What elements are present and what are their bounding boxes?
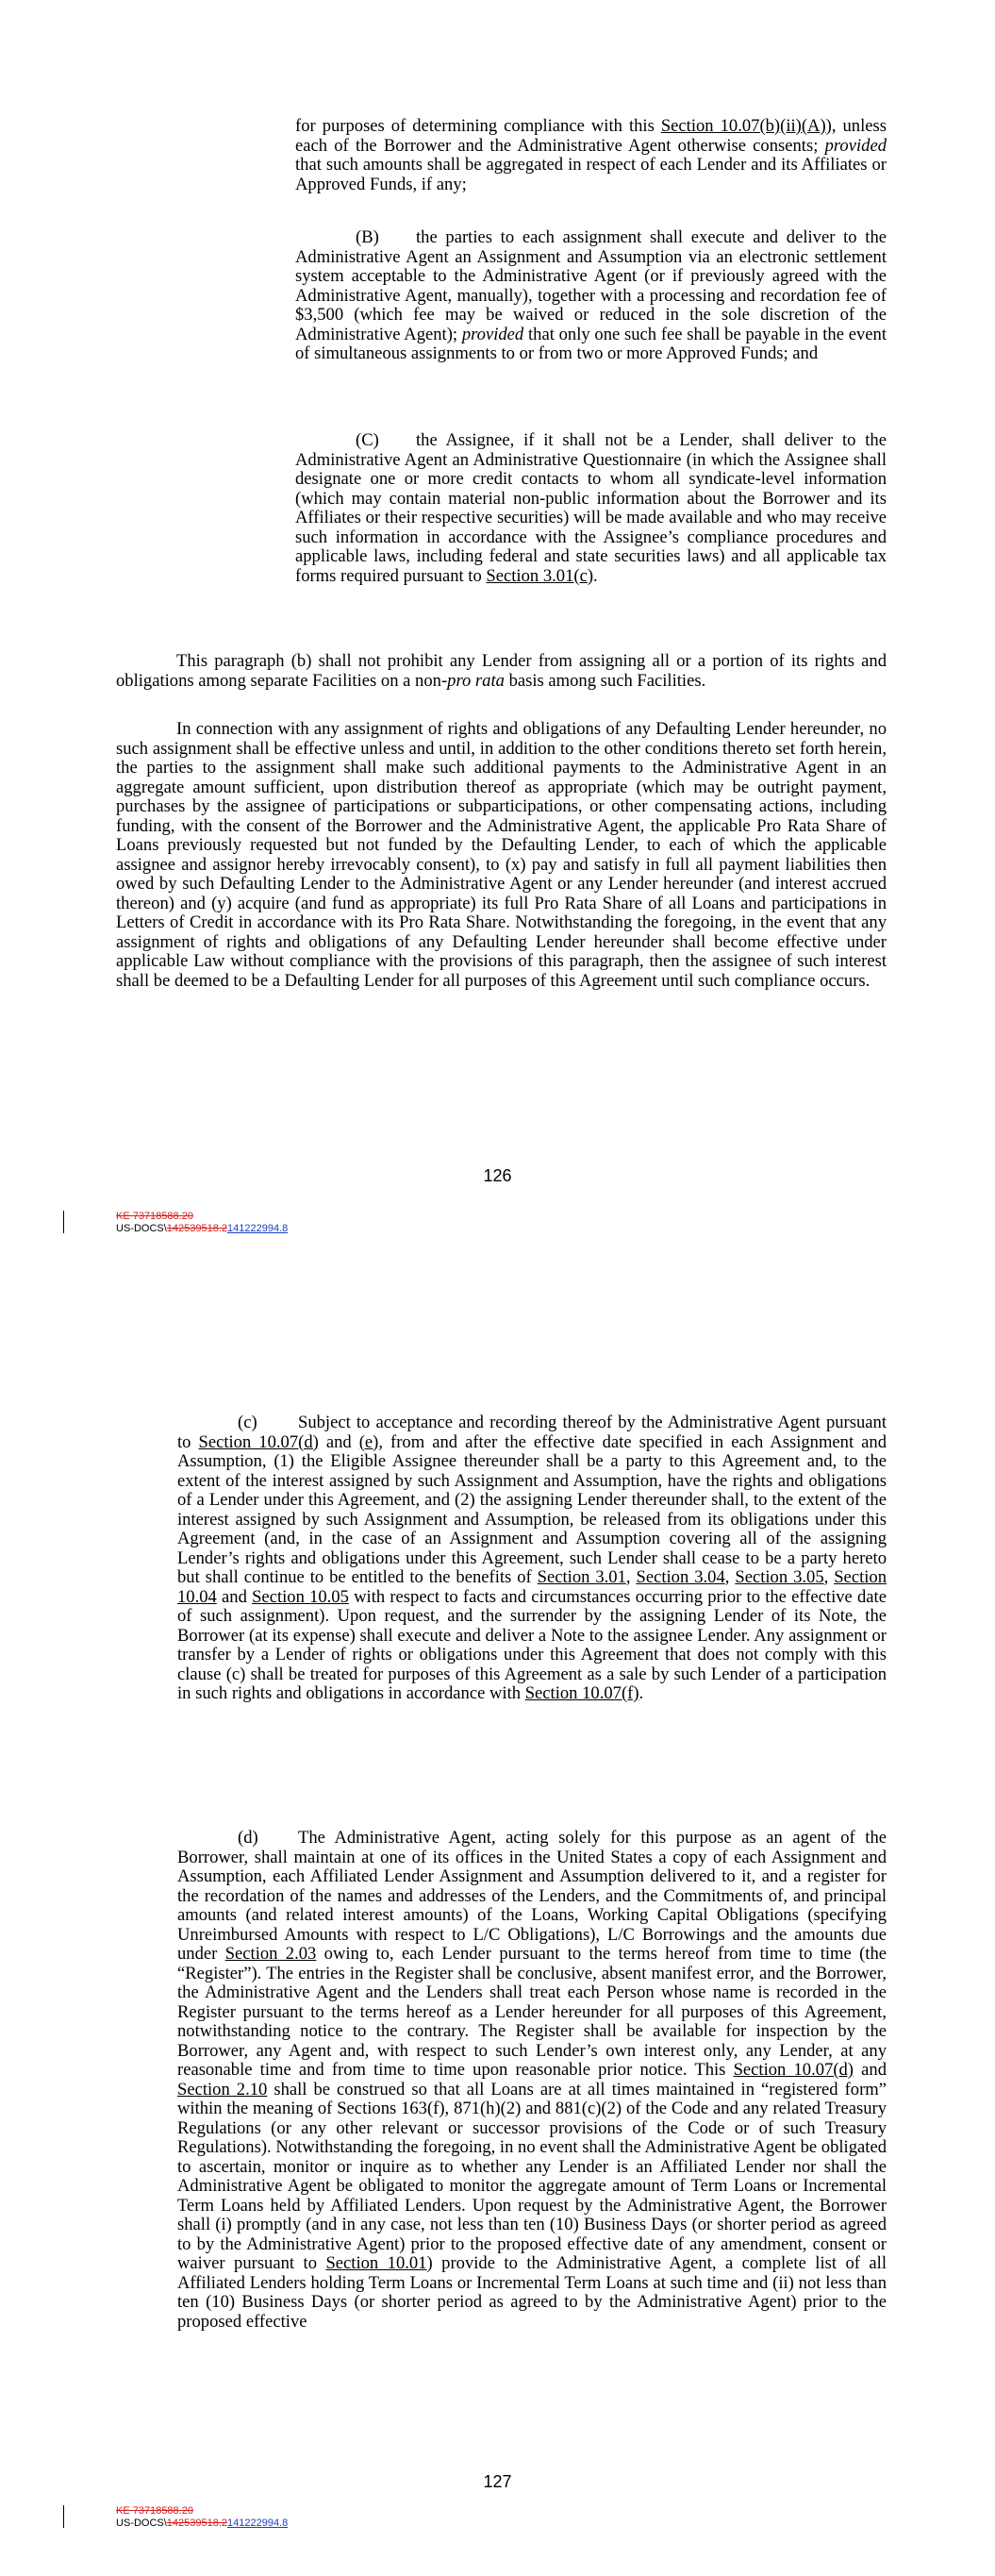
document-id: KE 73718588.20 US-DOCS\142539518.2141222994.8: [116, 1211, 289, 1234]
section-link[interactable]: Section 3.04: [636, 1567, 725, 1587]
defaulting-lender-paragraph: In connection with any assignment of rights and obligations of any Defaulting Lender hereunder, no such assignment shall be effective unless and until, in addition to the other conditions thereto set forth herein, the parties to the assignment shall make such additional payments to the Administrative Agent in an aggregate amount sufficient, upon distribution thereof as appropriate (which may be outright payment, purchases by the assignee of participations or subparticipations, or other compensating actions, including funding, with the consent of the Borrower and the Administrative Agent, the applicable Pro Rata Share of Loans previously requested but not funded by the Defaulting Lender, to each of which the applicable assignee and assignor hereby irrevocably consent), to (x) pay and satisfy in full all payment liabilities then owed by such Defaulting Lender to the Administrative Agent or any Lender hereunder (and interest accrued thereon) and (y) acquire (and fund as appropriate) its full Pro Rata Share of all Loans and participations in Letters of Credit in accordance with its Pro Rata Share. Notwithstanding the foregoing, in the event that any assignment of rights and obligations of any Defaulting Lender hereunder shall become effective under applicable Law without compliance with the provisions of this paragraph, then the assignee of such interest shall be deemed to be a Defaulting Lender for all purposes of this Agreement until such compliance occurs.: [116, 719, 887, 991]
clause-label: (c): [238, 1413, 257, 1432]
page-number: 126: [483, 1166, 512, 1185]
document-id: KE 73718588.20 US-DOCS\142539518.2141222994.8: [116, 2505, 289, 2529]
section-link[interactable]: Section 10.07(b)(ii)(A): [660, 116, 826, 136]
clause-label: (B): [356, 227, 379, 247]
section-link[interactable]: Section 3.01: [537, 1567, 626, 1587]
clause-a-continuation: for purposes of determining compliance with this Section 10.07(b)(ii)(A)), unless each of the Borrower and the Administrative Agent otherwise consents; provided that such amounts shall be aggregated in respect of each Lender and its Affiliates or Approved Funds, if any;: [295, 116, 887, 194]
paragraph-b-note: This paragraph (b) shall not prohibit any Lender from assigning all or a portion of its rights and obligations among separate Facilities on a non-pro rata basis among such Facilities.: [116, 651, 887, 691]
section-link[interactable]: (e): [358, 1431, 379, 1452]
section-link[interactable]: Section 2.10: [177, 2079, 268, 2099]
section-d: (d) The Administrative Agent, acting solely for this purpose as an agent of the Borrower, shall maintain at one of its offices in the United States a copy of each Assignment and Assumption, each Affiliated Lender Assignment and Assumption delivered to it, and a register for the recordation of the names and addresses of the Lenders, and the Commitments of, and principal amounts (and related interest amounts) of the Loans, Working Capital Obligations (specifying Unreimbursed Amounts with respect to L/C Obligations), L/C Borrowings and the amounts due under Section 2.03 owing to, each Lender pursuant to the terms hereof from time to time (the “Register”). The entries in the Register shall be conclusive, absent manifest error, and the Borrower, the Administrative Agent and the Lenders shall treat each Person whose name is recorded in the Register pursuant to the terms hereof as a Lender hereunder for all purposes of this Agreement, notwithstanding notice to the contrary. The Register shall be available for inspection by the Borrower, any Agent and, with respect to such Lender’s own interest only, any Lender, at any reasonable time and from time to time upon reasonable prior notice. This Section 10.07(d) and Section 2.10 shall be construed so that all Loans are at all times maintained in “registered form” within the meaning of Sections 163(f), 871(h)(2) and 881(c)(2) of the Code and any related Treasury Regulations (or any other relevant or successor provisions of the Code or of such Treasury Regulations). Notwithstanding the foregoing, in no event shall the Administrative Agent be obligated to ascertain, monitor or inquire as to whether any Lender is an Affiliated Lender nor shall the Administrative Agent be obligated to monitor the aggregate amount of Term Loans or Incremental Term Loans held by Affiliated Lenders. Upon request by the Administrative Agent, the Borrower shall (i) promptly (and in any case, not less than ten (10) Business Days (or shorter period as agreed to by the Administrative Agent) prior to the proposed effective date of any amendment, consent or waiver pursuant to Section 10.01) provide to the Administrative Agent, a complete list of all Affiliated Lenders holding Term Loans or Incremental Term Loans at such time and (ii) not less than ten (10) Business Days (or shorter period as agreed to by the Administrative Agent) prior to the proposed effective: [177, 1828, 887, 2332]
page-126: [0, 0, 995, 1283]
change-bar: [63, 2505, 64, 2528]
page-127: [0, 1283, 995, 2576]
page-number: 127: [483, 2472, 512, 2491]
section-c: (c) Subject to acceptance and recording thereof by the Administrative Agent pursuant to Section 10.07(d) and (e), from and after the effective date specified in each Assignment and Assumption, (1) the Eligible Assignee thereunder shall be a party to this Agreement and, to the extent of the interest assigned by such Assignment and Assumption, have the rights and obligations of a Lender under this Agreement, and (2) the assigning Lender thereunder shall, to the extent of the interest assigned by such Assignment and Assumption, be released from its obligations under this Agreement (and, in the case of an Assignment and Assumption covering all of the assigning Lender’s rights and obligations under this Agreement, such Lender shall cease to be a party hereto but shall continue to be entitled to the benefits of Section 3.01, Section 3.04, Section 3.05, Section 10.04 and Section 10.05 with respect to facts and circumstances occurring prior to the effective date of such assignment). Upon request, and the surrender by the assigning Lender of its Note, the Borrower (at its expense) shall execute and deliver a Note to the assignee Lender. Any assignment or transfer by a Lender of rights or obligations under this Agreement that does not comply with this clause (c) shall be treated for purposes of this Agreement as a sale by such Lender of a participation in such rights and obligations in accordance with Section 10.07(f).: [177, 1413, 887, 1703]
section-link[interactable]: Section 3.05: [735, 1567, 824, 1587]
old-doc-number: KE 73718588.20: [116, 1211, 193, 1222]
section-link[interactable]: Section 10.04: [177, 1567, 887, 1607]
clause-b: (B) the parties to each assignment shall execute and deliver to the Administrative Agent an Assignment and Assumption via an electronic settlement system acceptable to the Administrative Agent (or if previously agreed with the Administrative Agent, manually), together with a processing and recordation fee of $3,500 (which fee may be waived or reduced in the sole discretion of the Administrative Agent); provided that only one such fee shall be payable in the event of simultaneous assignments to or from two or more Approved Funds; and: [295, 227, 887, 363]
clause-c: (C) the Assignee, if it shall not be a Lender, shall deliver to the Administrative Agent an Administrative Questionnaire (in which the Assignee shall designate one or more credit contacts to whom all syndicate-level information (which may contain material non-public information about the Borrower and its Affiliates or their respective securities) will be made available and who may receive such information in accordance with the Assignee’s compliance procedures and applicable laws, including federal and state securities laws) and all applicable tax forms required pursuant to Section 3.01(c).: [295, 430, 887, 586]
clause-label: (C): [356, 430, 379, 450]
section-link[interactable]: Section 10.05: [252, 1586, 349, 1607]
clause-label: (d): [238, 1828, 258, 1848]
section-link[interactable]: Section 10.07(f): [524, 1683, 639, 1703]
section-link[interactable]: Section 3.01(c): [486, 565, 594, 586]
section-link[interactable]: Section 10.01: [325, 2253, 427, 2273]
old-doc-number: KE 73718588.20: [116, 2505, 193, 2517]
section-link[interactable]: Section 2.03: [224, 1944, 317, 1964]
section-link[interactable]: Section 10.07(d): [198, 1431, 319, 1452]
change-bar: [63, 1211, 64, 1233]
section-link[interactable]: Section 10.07(d): [733, 2060, 854, 2080]
